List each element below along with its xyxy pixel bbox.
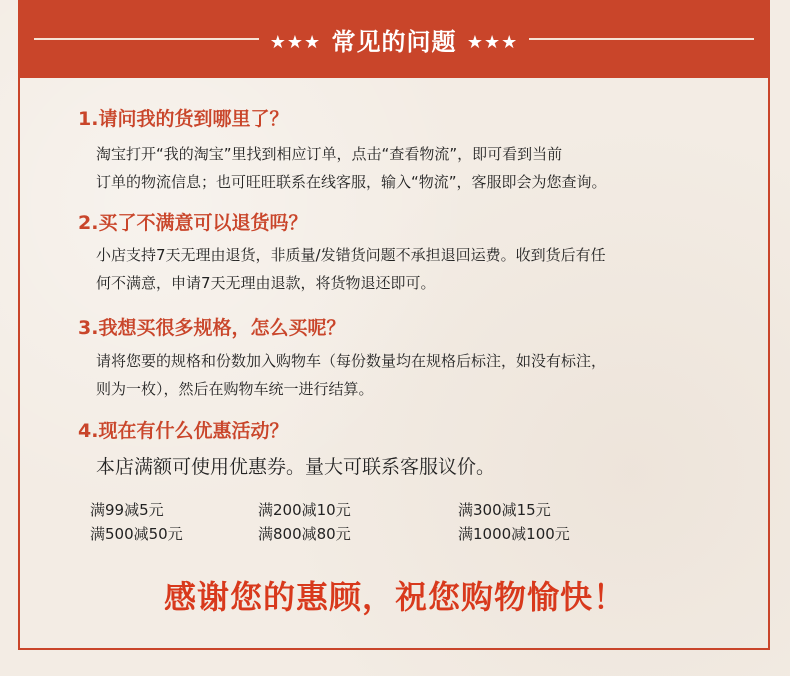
faq-answer-1-line-1: 淘宝打开“我的淘宝”里找到相应订单，点击“查看物流”，即可看到当前 xyxy=(96,145,563,163)
coupon-item: 满99减5元 xyxy=(90,501,164,519)
coupon-item: 满300减15元 xyxy=(458,501,551,519)
coupon-item: 满800减80元 xyxy=(258,525,351,543)
faq-answer-3 xyxy=(96,347,716,403)
faq-question-2: 2.买了不满意可以退货吗？ xyxy=(78,212,308,234)
faq-answer-2-line-1: 小店支持7天无理由退货，非质量/发错货问题不承担退回运费。收到货后有任 xyxy=(96,246,606,264)
faq-answer-3-line-1: 请将您要的规格和份数加入购物车（每份数量均在规格后标注，如没有标注， xyxy=(96,352,607,370)
faq-question-4: 4.现在有什么优惠活动？ xyxy=(78,420,289,442)
faq-answer-1 xyxy=(96,140,716,196)
faq-answer-3-line-2: 则为一枚），然后在购物车统一进行结算。 xyxy=(96,380,374,398)
header-banner xyxy=(18,0,770,78)
coupon-item: 满1000减100元 xyxy=(458,525,570,543)
faq-answer-1-line-2: 订单的物流信息；也可旺旺联系在线客服，输入“物流”，客服即会为您查询。 xyxy=(96,173,607,191)
closing-message: 感谢您的惠顾，祝您购物愉快！ xyxy=(163,578,626,616)
coupon-item: 满200减10元 xyxy=(258,501,351,519)
faq-answer-2 xyxy=(96,241,716,297)
faq-note-4: 本店满额可使用优惠券。量大可联系客服议价。 xyxy=(96,456,496,478)
stars-right-icon: ★★★ xyxy=(466,32,519,53)
header-title-text: 常见的问题 xyxy=(331,28,457,56)
faq-answer-2-line-2: 何不满意，申请7天无理由退款，将货物退还即可。 xyxy=(96,274,436,292)
stars-left-icon: ★★★ xyxy=(269,32,322,53)
coupon-item: 满500减50元 xyxy=(90,525,183,543)
faq-question-1: 1.请问我的货到哪里了？ xyxy=(78,108,289,130)
faq-question-3: 3.我想买很多规格，怎么买呢？ xyxy=(78,317,346,339)
page-title xyxy=(18,22,770,57)
